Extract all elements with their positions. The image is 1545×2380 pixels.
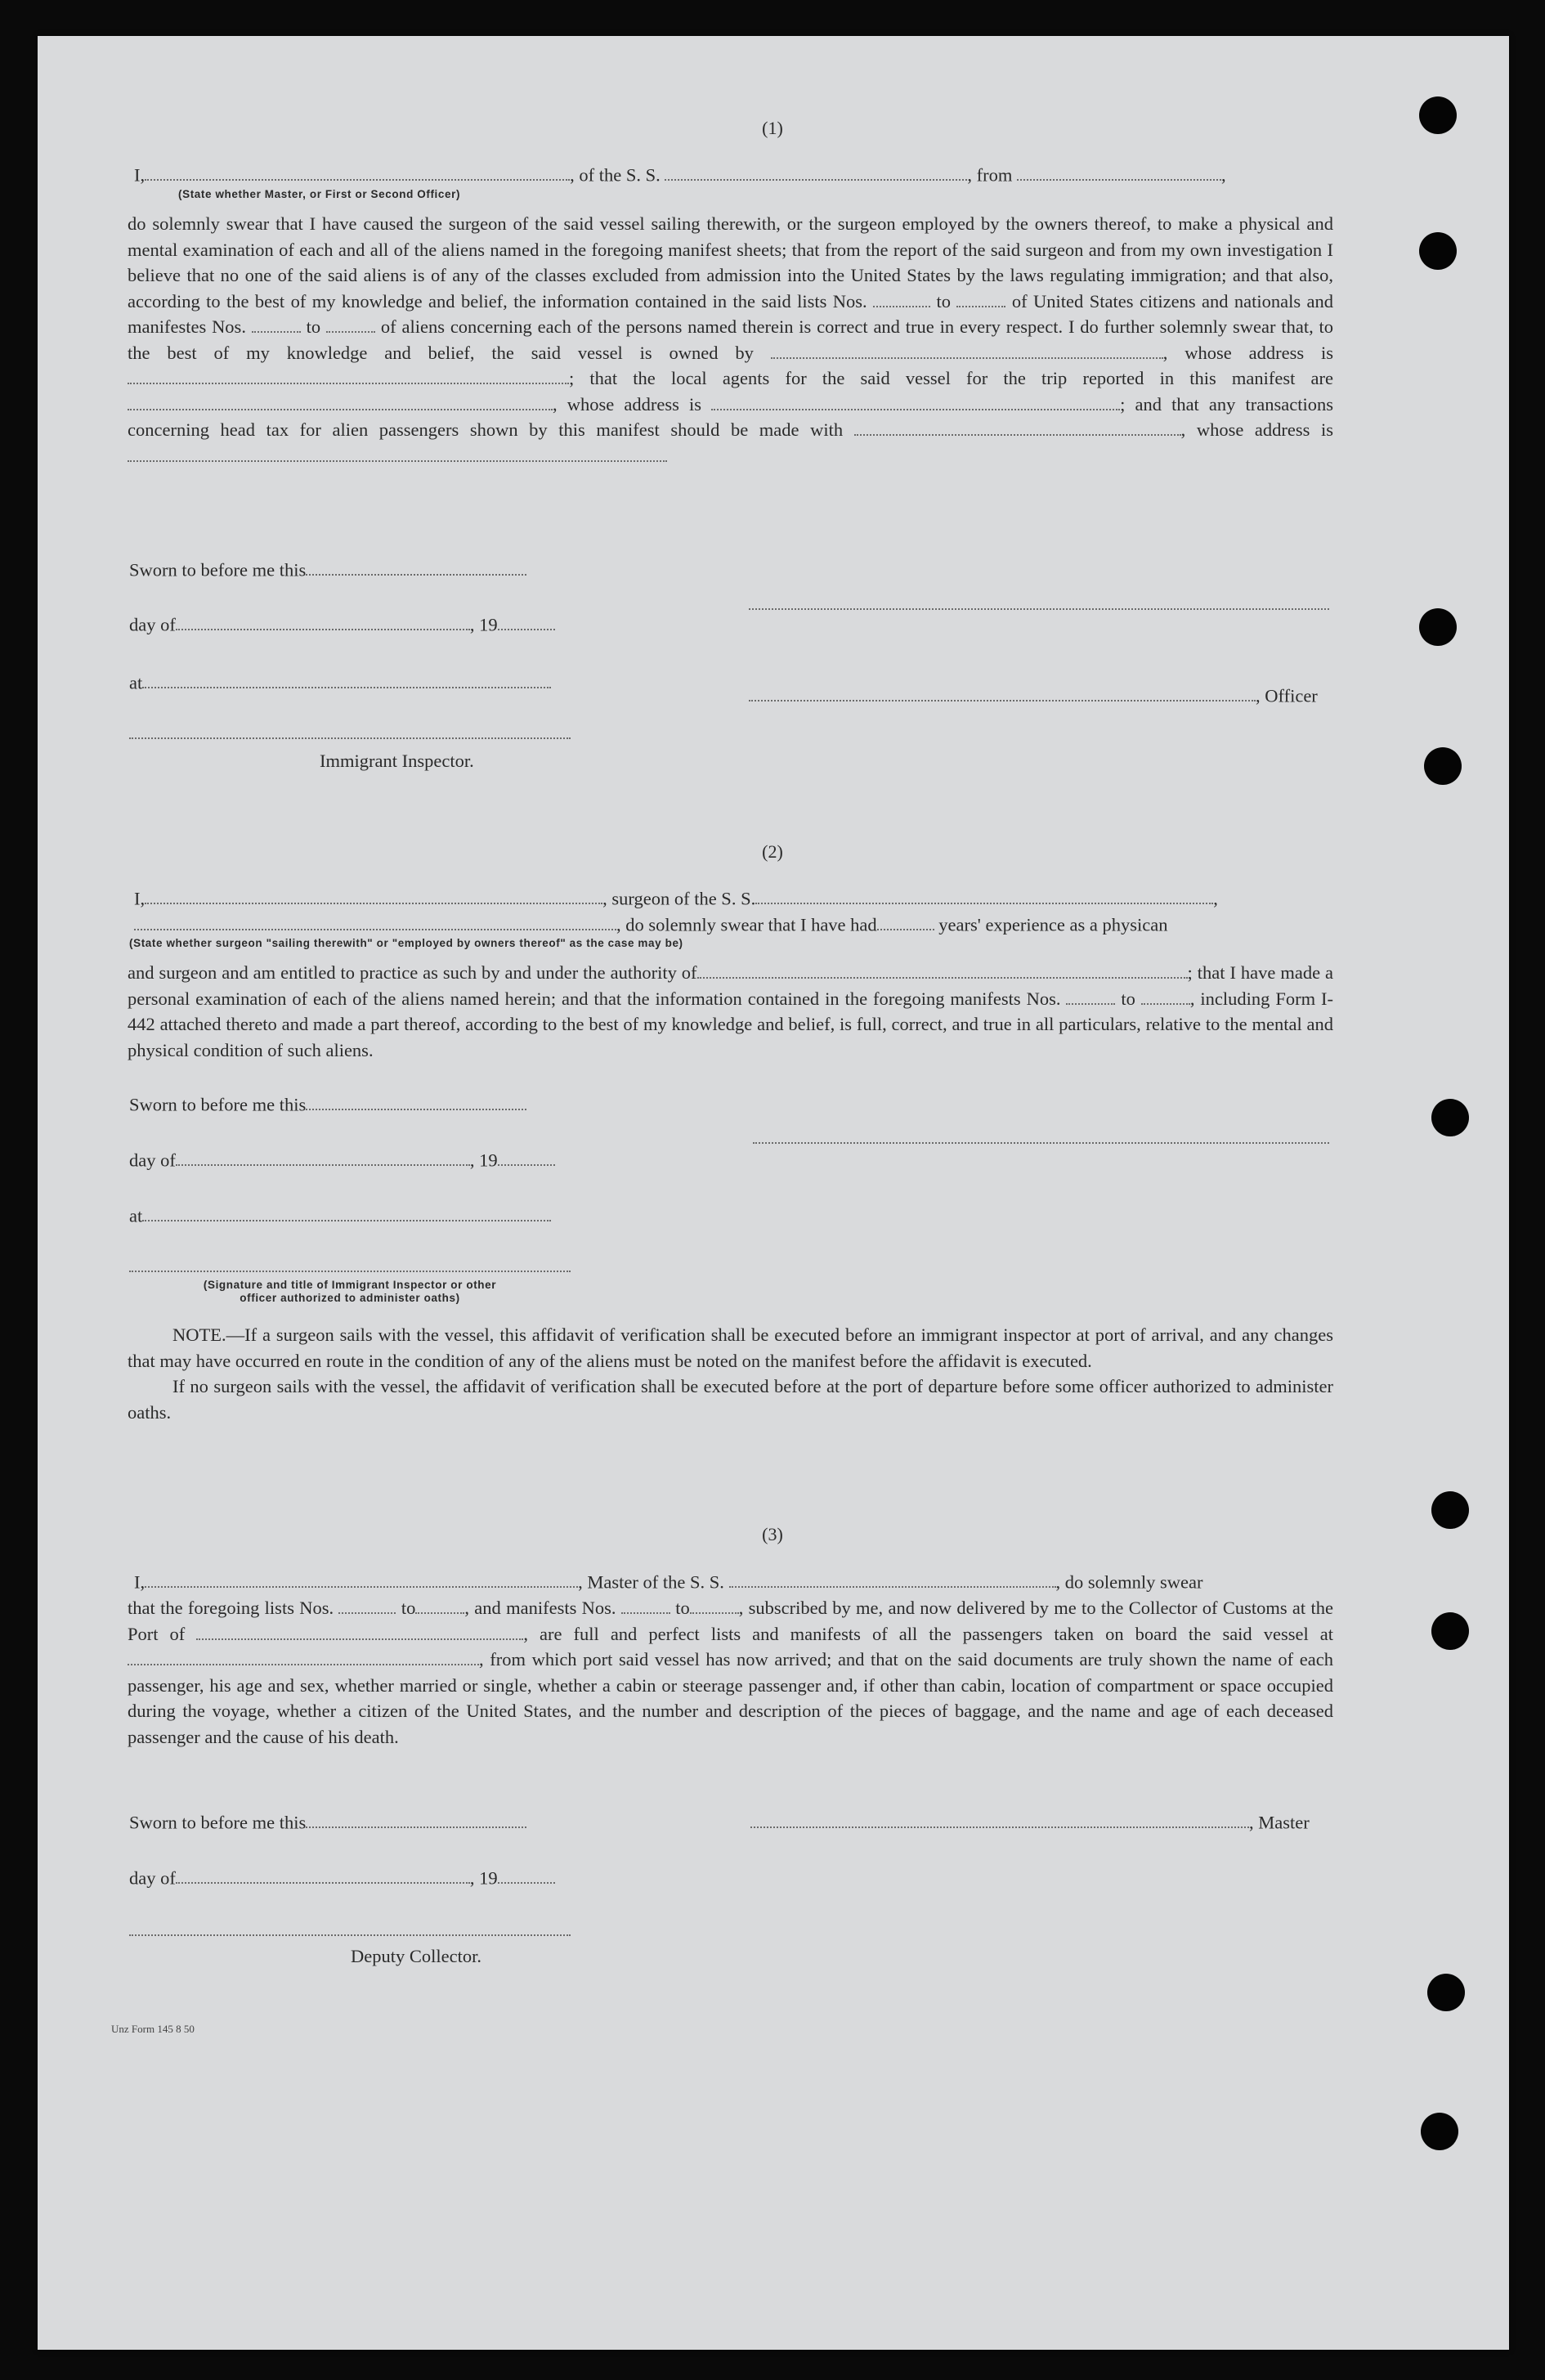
head-tax-address-field[interactable] bbox=[128, 443, 667, 461]
note-1: NOTE.—If a surgeon sails with the vessel, this affidavit of verification shall be executed before an immigrant inspector at port of arrival, and any changes that may have occurred en route in the condition of any of the aliens must be noted on the manifest before the affidavit is executed. bbox=[128, 1324, 1333, 1371]
owner-address-field[interactable] bbox=[128, 366, 569, 384]
s1-officer: , Officer bbox=[749, 684, 1318, 708]
surgeon-type-field[interactable] bbox=[134, 912, 616, 930]
s1-inspector-label: Immigrant Inspector. bbox=[320, 751, 474, 771]
lists-to-field[interactable] bbox=[956, 289, 1005, 307]
port-taken-on-board-field[interactable] bbox=[128, 1647, 479, 1665]
note-2: If no surgeon sails with the vessel, the affidavit of verification shall be executed before at the port of departure before some officer authorized to administer oaths. bbox=[128, 1376, 1333, 1423]
s2-year-field[interactable] bbox=[498, 1148, 555, 1166]
s2-line2: , do solemnly swear that I have had years' experience as a physican bbox=[134, 912, 1167, 937]
binder-hole-4 bbox=[1424, 747, 1462, 785]
s2-surgeon-signature-line[interactable] bbox=[753, 1142, 1329, 1144]
surgeon-note: (State whether surgeon "sailing therewith" or "employed by owners thereof" as the case may be) bbox=[129, 937, 683, 949]
agents-address-field[interactable] bbox=[711, 392, 1120, 410]
s2-body: and surgeon and am entitled to practice as such by and under the authority of ; that I have made a personal examination of each of the aliens named herein; and that the information contained in the foregoing manifests Nos. to , including Form I-442 attached thereto and made a part thereof, according to the best of my knowledge and belief, is full, correct, and true in all particulars, relative to the mental and physical condition of such aliens. bbox=[128, 960, 1333, 1063]
surgeon-name-field[interactable] bbox=[145, 886, 602, 904]
s2-line1: I, , surgeon of the S. S. , bbox=[134, 886, 1218, 911]
from-port-field[interactable] bbox=[1017, 163, 1221, 181]
s1-day-of: day of , 19 bbox=[129, 612, 555, 637]
s2-notes bbox=[128, 1322, 1333, 1425]
s3-master: , Master bbox=[750, 1810, 1310, 1835]
head-tax-agent-field[interactable] bbox=[854, 418, 1181, 436]
s2-inspector-signature-line[interactable] bbox=[129, 1271, 571, 1272]
s3-collector-signature-line[interactable] bbox=[129, 1934, 571, 1936]
agents-field[interactable] bbox=[128, 392, 553, 410]
s1-at: at bbox=[129, 670, 551, 695]
s3-sworn-day-field[interactable] bbox=[306, 1810, 526, 1828]
s2-month-field[interactable] bbox=[176, 1148, 470, 1166]
s2-sig-note: (Signature and title of Immigrant Inspector or other officer authorized to administer oaths) bbox=[203, 1279, 497, 1304]
s2-at-field[interactable] bbox=[142, 1203, 551, 1221]
s2-manifests-to-field[interactable] bbox=[1141, 986, 1190, 1004]
s1-officer-field[interactable] bbox=[749, 684, 1256, 701]
s3-manifests-to-field[interactable] bbox=[690, 1596, 739, 1614]
s1-year-field[interactable] bbox=[498, 612, 555, 630]
s1-line1: I, , of the S. S. , from , bbox=[134, 163, 1226, 187]
s1-body: do solemnly swear that I have caused the surgeon of the said vessel sailing therewith, or the surgeon employed by the owners thereof, to make a physical and mental examination of each and all of the aliens named in the foregoing manifest sheets; that from the report of the said surgeon and from my own investigation I believe that no one of the said aliens is of any of the classes excluded from admission into the United States by the laws regulating immigration; and that also, according to the best of my knowledge and belief, the information contained in the said lists Nos. to of United States citizens and nationals and manifestes Nos. to of aliens concerning each of the persons named therein is correct and true in every respect. I do further solemnly swear that, to the best of my knowledge and belief, the said vessel is owned by , whose address is ; that the local agents for the said vessel for the trip reported in this manifest are , whose address is ; and that any transactions concerning head tax for alien passengers shown by this manifest should be made with , whose address is bbox=[128, 211, 1333, 468]
s2-day-of: day of , 19 bbox=[129, 1148, 555, 1172]
s3-sworn: Sworn to before me this bbox=[129, 1810, 526, 1835]
s2-sworn-day-field[interactable] bbox=[306, 1092, 526, 1110]
s3-lists-to-field[interactable] bbox=[415, 1596, 464, 1614]
s3-manifests-from-field[interactable] bbox=[621, 1596, 670, 1614]
s3-year-field[interactable] bbox=[498, 1866, 555, 1884]
s3-day-of: day of , 19 bbox=[129, 1866, 555, 1890]
binder-hole-7 bbox=[1431, 1612, 1469, 1650]
master-name-field[interactable] bbox=[145, 1570, 578, 1588]
manifests-from-field[interactable] bbox=[252, 315, 301, 333]
s2-sworn: Sworn to before me this bbox=[129, 1092, 526, 1117]
s1-sworn-day-field[interactable] bbox=[306, 558, 526, 576]
s1-sworn: Sworn to before me this bbox=[129, 558, 526, 582]
officer-name-field[interactable] bbox=[145, 163, 570, 181]
form-number: Unz Form 145 8 50 bbox=[111, 2023, 195, 2035]
officer-note: (State whether Master, or First or Second Officer) bbox=[178, 188, 461, 200]
binder-hole-9 bbox=[1421, 2113, 1458, 2150]
s3-collector-label: Deputy Collector. bbox=[351, 1946, 481, 1966]
authority-field[interactable] bbox=[697, 961, 1188, 979]
section-1-number: (1) bbox=[762, 118, 783, 138]
s1-inspector-signature-line[interactable] bbox=[129, 737, 571, 739]
s2-manifests-from-field[interactable] bbox=[1066, 986, 1115, 1004]
s3-vessel-field[interactable] bbox=[729, 1570, 1056, 1588]
vessel-name-field[interactable] bbox=[665, 163, 967, 181]
manifests-to-field[interactable] bbox=[326, 315, 375, 333]
years-experience-field[interactable] bbox=[877, 912, 934, 930]
binder-hole-8 bbox=[1427, 1974, 1465, 2011]
s3-line1: I, , Master of the S. S. , do solemnly swear bbox=[134, 1570, 1202, 1594]
lists-from-field[interactable] bbox=[873, 289, 930, 307]
s1-at-field[interactable] bbox=[142, 670, 551, 688]
s1-month-field[interactable] bbox=[176, 612, 470, 630]
port-of-field[interactable] bbox=[196, 1621, 523, 1639]
s2-vessel-field[interactable] bbox=[755, 886, 1213, 904]
form-page bbox=[38, 36, 1509, 2350]
section-3-number: (3) bbox=[762, 1524, 783, 1544]
s2-at: at bbox=[129, 1203, 551, 1228]
owner-field[interactable] bbox=[771, 340, 1163, 358]
s3-month-field[interactable] bbox=[176, 1866, 470, 1884]
s3-body: that the foregoing lists Nos. to , and manifests Nos. to , subscribed by me, and now delivered by me to the Collector of Customs at the Port of , are full and perfect lists and manifests of all the passengers taken on board the said vessel at , from which port said vessel has now arrived; and that on the said documents are truly shown the name of each passenger, his age and sex, whether married or single, whether a cabin or steerage passenger and, if other than cabin, location of compartment or space occupied during the voyage, whether a citizen of the United States, and the number and description of the pieces of baggage, and the name and age of each deceased passenger and the cause of his death. bbox=[128, 1595, 1333, 1750]
s1-officer-signature-line[interactable] bbox=[749, 608, 1329, 610]
binder-hole-5 bbox=[1431, 1099, 1469, 1136]
s3-lists-from-field[interactable] bbox=[338, 1596, 396, 1614]
binder-hole-2 bbox=[1419, 232, 1457, 270]
s3-master-signature-field[interactable] bbox=[750, 1810, 1249, 1828]
section-2-number: (2) bbox=[762, 841, 783, 862]
binder-hole-3 bbox=[1419, 608, 1457, 646]
